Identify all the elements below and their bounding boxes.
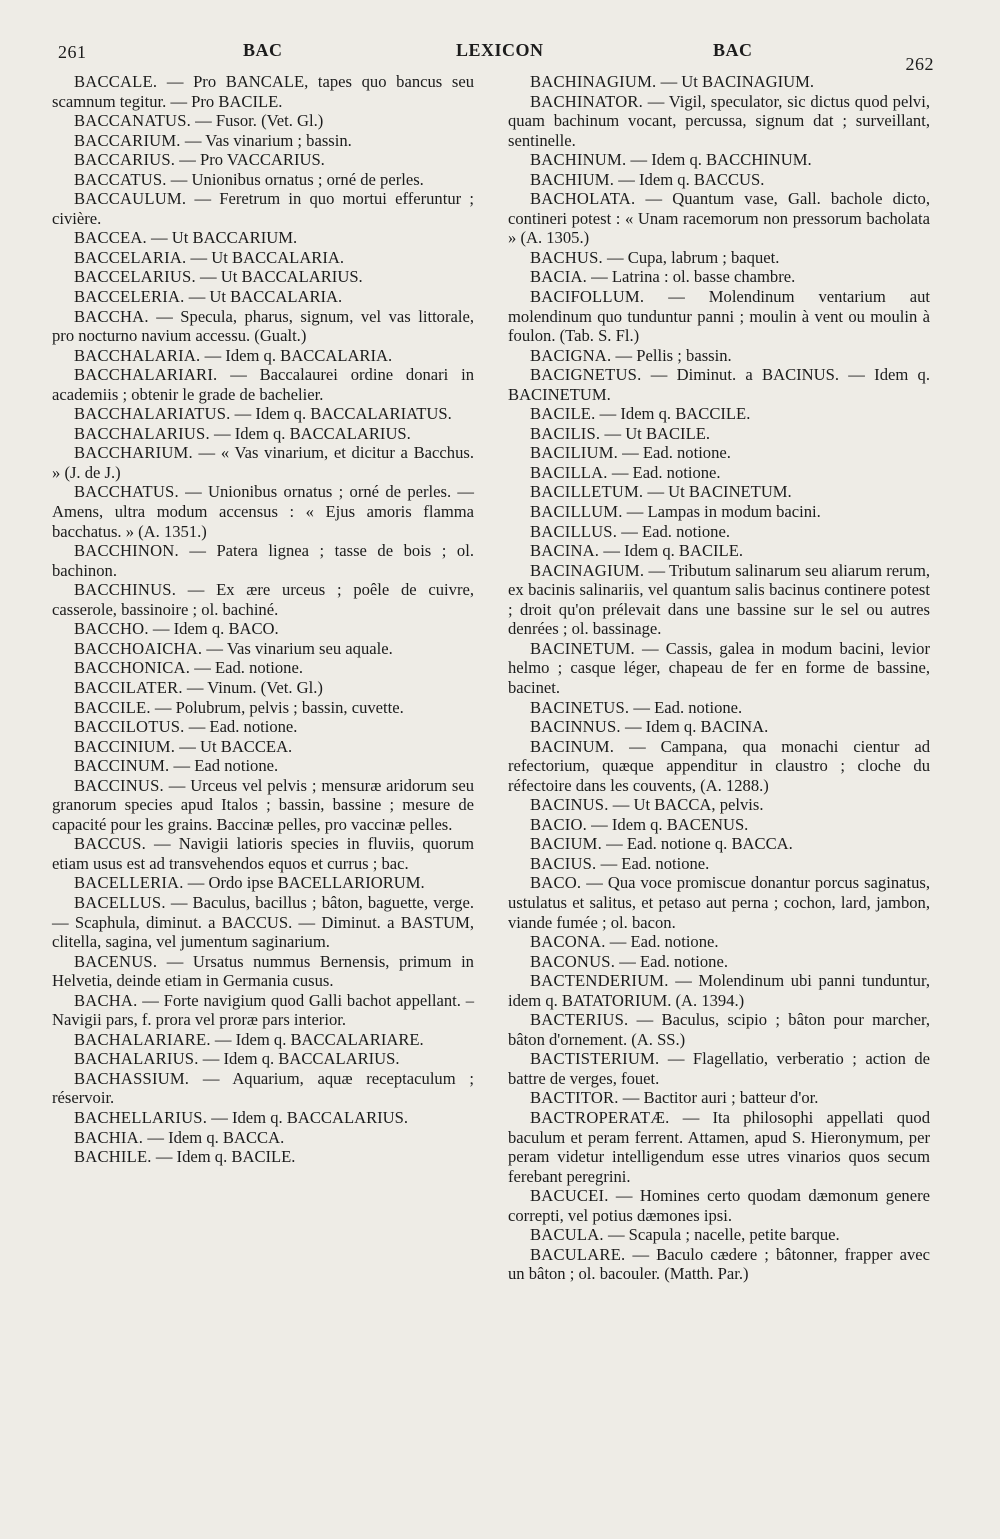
- entry-definition: — Baculo cædere ; bâtonner, frapper avec un bâton ; ol. bacouler. (Matth. Par.): [508, 1244, 930, 1284]
- dictionary-entry: [52, 1069, 474, 1108]
- entry-headword: BACINAGIUM.: [530, 560, 645, 580]
- entry-definition: — Idem q. BACENUS.: [591, 814, 749, 834]
- dictionary-entry: [508, 952, 930, 972]
- entry-definition: — Ut BACILE.: [604, 423, 711, 443]
- entry-definition: — Idem q. BACCALARIATUS.: [234, 404, 452, 424]
- entry-headword: BACIGNA.: [530, 345, 612, 365]
- entry-definition: — Idem q. BACILE.: [603, 541, 743, 561]
- left-column: [52, 72, 474, 1167]
- entry-headword: BACULARE.: [530, 1244, 626, 1264]
- entry-definition: — Ut BACCARIUM.: [151, 228, 298, 248]
- entry-definition: — Cassis, galea in modum bacini, levior helmo ; casque léger, chapeau de fer en forme de bassine, bacinet.: [508, 638, 931, 697]
- entry-headword: BACHINUM.: [530, 150, 627, 170]
- entry-headword: BACILLUS.: [530, 521, 618, 541]
- entry-headword: BACCANATUS.: [74, 111, 191, 131]
- entry-definition: — Ead. notione.: [622, 443, 731, 463]
- entry-headword: BACINETUM.: [530, 638, 635, 658]
- entry-definition: — Idem q. BACCA.: [147, 1127, 285, 1147]
- entry-definition: — Baculus, scipio ; bâton pour marcher, bâton d'ornement. (A. SS.): [508, 1010, 930, 1049]
- entry-headword: BACHILE.: [74, 1147, 152, 1167]
- entry-definition: — Unionibus ornatus ; orné de perles. — Amens, ultra modum accensus : « Ejus amoris flamma bacchatus. » (A. 1351.): [52, 482, 474, 541]
- entry-headword: BACIA.: [530, 267, 587, 287]
- dictionary-entry: [508, 698, 930, 718]
- entry-headword: BACCILOTUS.: [74, 717, 185, 737]
- entry-headword: BACCINUM.: [74, 756, 170, 776]
- guide-word-right: BAC: [713, 40, 753, 60]
- dictionary-entry: [52, 658, 474, 678]
- entry-definition: — Idem q. BACCALARIA.: [204, 345, 393, 365]
- dictionary-entry: [52, 580, 474, 619]
- entry-headword: BACTITOR.: [530, 1088, 619, 1108]
- entry-headword: BACILLETUM.: [530, 482, 644, 502]
- dictionary-entry: [508, 346, 930, 366]
- page-number-right: 262: [905, 54, 934, 74]
- entry-definition: — Vigil, speculator, sic dictus quod pelvi, quam bachinum vocant, percussa, signum dat ; surveillant, sentinelle.: [508, 91, 930, 150]
- dictionary-entry: [508, 287, 930, 346]
- dictionary-entry: [508, 795, 930, 815]
- entry-headword: BACCHARIUM.: [74, 443, 193, 463]
- entry-definition: — Ead notione.: [173, 756, 279, 776]
- dictionary-entry: [52, 424, 474, 444]
- dictionary-entry: [52, 1049, 474, 1069]
- entry-definition: — Ead. notione.: [188, 717, 298, 737]
- dictionary-entry: [52, 834, 474, 873]
- dictionary-entry: [52, 717, 474, 737]
- dictionary-entry: [52, 991, 474, 1030]
- dictionary-entry: [508, 1245, 930, 1284]
- entry-definition: — Ordo ipse BACELLARIORUM.: [187, 873, 425, 893]
- dictionary-entry: [508, 639, 930, 698]
- dictionary-entry: [52, 678, 474, 698]
- entry-definition: — Pro VACCARIUS.: [179, 150, 325, 170]
- entry-headword: BACILLA.: [530, 462, 608, 482]
- dictionary-entry: [52, 1108, 474, 1128]
- entry-definition: — Campana, qua monachi cientur ad refectorium, quæque appenditur in claustro ; cloche du réfectoire dans les couvents, (A. 1288.): [508, 736, 930, 795]
- entry-headword: BACCHATUS.: [74, 482, 179, 502]
- entry-definition: — Ead. notione.: [609, 932, 719, 952]
- entry-headword: BACCHINUS.: [74, 580, 177, 600]
- entry-headword: BACHALARIUS.: [74, 1049, 199, 1069]
- dictionary-entry: [508, 737, 930, 796]
- entry-headword: BACHELLARIUS.: [74, 1107, 208, 1127]
- entry-headword: BACHINAGIUM.: [530, 72, 657, 91]
- entry-headword: BACONA.: [530, 932, 606, 952]
- entry-headword: BACCHALARIATUS.: [74, 404, 231, 424]
- entry-definition: — Specula, pharus, signum, vel vas littorale, pro nocturno navium accessu. (Gualt.): [52, 306, 474, 346]
- entry-definition: — Forte navigium quod Galli bachot appellant. – Navigii pars, f. prora vel proræ pars interior.: [52, 990, 475, 1030]
- entry-definition: — Baccalaurei ordine donari in academiis ; obtenir le grade de bachelier.: [52, 365, 474, 404]
- entry-headword: BACHOLATA.: [530, 189, 636, 209]
- entry-definition: — Scapula ; nacelle, petite barque.: [607, 1225, 840, 1245]
- entry-headword: BACCHALARIA.: [74, 345, 201, 365]
- dictionary-entry: [508, 150, 930, 170]
- entry-headword: BACCARIUS.: [74, 150, 176, 170]
- dictionary-entry: [52, 267, 474, 287]
- entry-definition: — Pellis ; bassin.: [615, 345, 732, 365]
- entry-headword: BACONUS.: [530, 951, 616, 971]
- dictionary-entry: [508, 463, 930, 483]
- entry-definition: — Molendinum ubi panni tunduntur, idem q. BATATORIUM. (A. 1394.): [508, 971, 930, 1010]
- entry-headword: BACCHINON.: [74, 541, 179, 561]
- dictionary-entry: [52, 111, 474, 131]
- entry-definition: — Fusor. (Vet. Gl.): [195, 111, 324, 131]
- entry-headword: BACHA.: [74, 990, 138, 1010]
- entry-definition: — Ut BACCALARIA.: [190, 247, 345, 267]
- entry-definition: — Lampas in modum bacini.: [626, 502, 821, 522]
- entry-headword: BACINNUS.: [530, 717, 621, 737]
- entry-headword: BACCHALARIARI.: [74, 365, 218, 385]
- entry-definition: — Vinum. (Vet. Gl.): [186, 677, 323, 697]
- entry-headword: BACELLUS.: [74, 892, 166, 912]
- dictionary-entry: [52, 131, 474, 151]
- dictionary-entry: [52, 1128, 474, 1148]
- dictionary-entry: [52, 248, 474, 268]
- dictionary-entry: [52, 228, 474, 248]
- dictionary-entry: [52, 189, 474, 228]
- dictionary-entry: [52, 287, 474, 307]
- entry-definition: — Idem q. BACCALARIUS.: [211, 1107, 409, 1127]
- entry-headword: BACIUS.: [530, 853, 597, 873]
- dictionary-entry: [508, 170, 930, 190]
- entry-headword: BACILIS.: [530, 423, 601, 443]
- entry-headword: BACCALE.: [74, 72, 158, 91]
- dictionary-entry: [52, 737, 474, 757]
- dictionary-entry: [52, 1147, 474, 1167]
- entry-definition: — Urceus vel pelvis ; mensuræ aridorum seu granorum species apud Italos ; bassin, bassine ; mesure de capacité pour les grains. Baccinæ pelles, pro vaccinæ pelles.: [52, 775, 474, 834]
- entry-definition: — Molendinum ventarium aut molendinum quo tunduntur panni ; moulin à vent ou moulin à foulon. (Tab. S. Fl.): [508, 287, 930, 346]
- dictionary-entry: [508, 854, 930, 874]
- entry-headword: BACCHO.: [74, 619, 149, 639]
- dictionary-entry: [508, 267, 930, 287]
- dictionary-entry: [508, 189, 930, 248]
- dictionary-entry: [508, 443, 930, 463]
- entry-definition: — Ut BACCALARIUS.: [199, 267, 363, 287]
- entry-headword: BACO.: [530, 873, 582, 893]
- entry-headword: BACILIUM.: [530, 443, 618, 463]
- entry-definition: — Homines certo quodam dæmonum genere correpti, vel potius dæmones ipsi.: [508, 1186, 930, 1225]
- dictionary-entry: [508, 1088, 930, 1108]
- entry-headword: BACINA.: [530, 541, 600, 561]
- entry-definition: — « Vas vinarium, et dicitur a Bacchus. » (J. de J.): [52, 443, 474, 482]
- entry-headword: BACCAULUM.: [74, 189, 187, 209]
- entry-headword: BACHIA.: [74, 1127, 144, 1147]
- dictionary-entry: [508, 365, 930, 404]
- dictionary-entry: [52, 619, 474, 639]
- entry-definition: — Ut BACCA, pelvis.: [612, 795, 764, 815]
- dictionary-entry: [52, 698, 474, 718]
- dictionary-entry: [508, 932, 930, 952]
- dictionary-entry: [508, 873, 930, 932]
- entry-headword: BACINUM.: [530, 736, 615, 756]
- entry-headword: BACHASSIUM.: [74, 1068, 190, 1088]
- dictionary-entry: [508, 72, 930, 92]
- entry-headword: BACTISTERIUM.: [530, 1049, 660, 1069]
- entry-headword: BACUCEI.: [530, 1186, 609, 1206]
- entry-definition: — Idem q. BACCHINUM.: [630, 150, 812, 170]
- dictionary-entry: [52, 404, 474, 424]
- entry-definition: — Ead. notione.: [194, 658, 303, 678]
- entry-headword: BACCATUS.: [74, 169, 167, 189]
- entry-definition: — Navigii latioris species in fluviis, quorum etiam usus est ad transvehendos equos et currus ; bac.: [52, 834, 474, 873]
- entry-definition: — Aquarium, aquæ receptaculum ; réservoir.: [52, 1068, 474, 1108]
- dictionary-entry: [508, 1225, 930, 1245]
- entry-definition: — Bactitor auri ; batteur d'or.: [622, 1088, 819, 1108]
- dictionary-entry: [52, 307, 474, 346]
- entry-definition: — Ex ære urceus ; poêle de cuivre, casserole, bassinoire ; ol. bachiné.: [52, 580, 474, 619]
- entry-headword: BACULA.: [530, 1225, 604, 1245]
- entry-headword: BACIFOLLUM.: [530, 287, 645, 307]
- dictionary-entry: [508, 971, 930, 1010]
- entry-headword: BACCARIUM.: [74, 130, 181, 150]
- running-title: LEXICON: [456, 40, 544, 60]
- dictionary-entry: [52, 1030, 474, 1050]
- entry-definition: — Ead. notione.: [619, 951, 728, 971]
- entry-definition: — Ead. notione q. BACCA.: [606, 834, 793, 854]
- dictionary-entry: [508, 1108, 930, 1186]
- entry-definition: — Unionibus ornatus ; orné de perles.: [170, 169, 424, 189]
- entry-definition: — Idem q. BACCALARIARE.: [214, 1029, 424, 1049]
- dictionary-entry: [508, 502, 930, 522]
- entry-definition: — Ead. notione.: [611, 462, 721, 482]
- dictionary-entry: [508, 1049, 930, 1088]
- entry-headword: BACIO.: [530, 814, 587, 834]
- entry-definition: — Ut BACINETUM.: [647, 482, 792, 502]
- dictionary-entry: [52, 873, 474, 893]
- entry-headword: BACILE.: [530, 404, 596, 424]
- dictionary-entry: [52, 639, 474, 659]
- entry-definition: — Pro BANCALE, tapes quo bancus seu scamnum tegitur. — Pro BACILE.: [52, 72, 474, 111]
- entry-headword: BACCELARIUS.: [74, 267, 196, 287]
- entry-definition: — Ut BACCALARIA.: [188, 287, 343, 307]
- dictionary-entry: [52, 346, 474, 366]
- entry-headword: BACCELERIA.: [74, 287, 185, 307]
- entry-headword: BACTENDERIUM.: [530, 971, 669, 991]
- entry-definition: — Baculus, bacillus ; bâton, baguette, verge. — Scaphula, diminut. a BACCUS. — Diminut. a BASTUM, clitella, sagina, vel jumentum saginarium.: [52, 892, 474, 952]
- dictionary-entry: [508, 248, 930, 268]
- dictionary-entry: [508, 522, 930, 542]
- entry-headword: BACCHA.: [74, 306, 149, 326]
- dictionary-entry: [52, 541, 474, 580]
- entry-definition: — Ita philosophi appellati quod baculum et peram ferrent. Attamen, apud S. Hieronymum, per peram videtur intelligendum esse utres vinarios quos secum ferebant peregrini.: [508, 1107, 930, 1186]
- guide-word-left: BAC: [243, 40, 283, 60]
- entry-definition: — Ead. notione.: [600, 853, 710, 873]
- entry-headword: BACCHALARIUS.: [74, 423, 210, 443]
- entry-definition: — Idem q. BACILE.: [155, 1147, 296, 1167]
- entry-headword: BACHUS.: [530, 247, 603, 267]
- entry-definition: — Feretrum in quo mortui efferuntur ; civière.: [52, 189, 474, 228]
- dictionary-entry: [508, 834, 930, 854]
- entry-definition: — Latrina : ol. basse chambre.: [591, 267, 796, 287]
- dictionary-entry: [52, 893, 474, 952]
- entry-definition: — Patera lignea ; tasse de bois ; ol. bachinon.: [52, 541, 474, 580]
- entry-definition: — Ut BACCEA.: [179, 736, 293, 756]
- dictionary-entry: [52, 443, 474, 482]
- entry-headword: BACCINUS.: [74, 775, 164, 795]
- entry-definition: — Ead. notione.: [633, 697, 743, 717]
- dictionary-entry: [52, 150, 474, 170]
- dictionary-entry: [508, 541, 930, 561]
- entry-definition: — Qua voce promiscue donantur porcus saginatus, ustulatus et salitus, et petaso aut perna ; cochon, lard, jambon, viande fumée ; ol. bacon.: [508, 873, 930, 932]
- entry-definition: — Idem q. BACCALARIUS.: [213, 423, 411, 443]
- entry-headword: BACTERIUS.: [530, 1010, 629, 1030]
- entry-definition: — Idem q. BACCUS.: [618, 169, 765, 189]
- dictionary-entry: [52, 170, 474, 190]
- entry-definition: — Ead. notione.: [621, 521, 730, 541]
- dictionary-entry: [508, 815, 930, 835]
- entry-headword: BACILLUM.: [530, 502, 623, 522]
- running-header: [58, 40, 934, 74]
- entry-definition: — Vas vinarium seu aquale.: [206, 638, 393, 658]
- entry-headword: BACCINIUM.: [74, 736, 176, 756]
- entry-headword: BACIUM.: [530, 834, 602, 854]
- entry-definition: — Idem q. BACINA.: [624, 717, 769, 737]
- entry-definition: — Idem q. BACO.: [152, 619, 279, 639]
- entry-headword: BACCILE.: [74, 697, 151, 717]
- dictionary-entry: [508, 561, 930, 639]
- entry-definition: — Ut BACINAGIUM.: [660, 72, 815, 91]
- entry-headword: BACHINATOR.: [530, 91, 643, 111]
- dictionary-entry: [508, 482, 930, 502]
- entry-headword: BACCUS.: [74, 834, 146, 854]
- dictionary-entry: [52, 776, 474, 835]
- dictionary-entry: [508, 717, 930, 737]
- entry-headword: BACHALARIARE.: [74, 1029, 211, 1049]
- entry-headword: BACTROPERATÆ.: [530, 1107, 670, 1127]
- entry-definition: — Tributum salinarum seu aliarum rerum, ex bacinis salinariis, vel quantum salis bacinus continere potest ; droit qu'on prélevait dans une bassine sur le sel ou autres denrées ; ol. bassinage.: [508, 560, 930, 639]
- entry-headword: BACELLERIA.: [74, 873, 184, 893]
- entry-headword: BACHIUM.: [530, 169, 615, 189]
- dictionary-entry: [508, 92, 930, 151]
- entry-definition: — Cupa, labrum ; baquet.: [607, 247, 780, 267]
- right-column: [508, 72, 930, 1284]
- entry-definition: — Polubrum, pelvis ; bassin, cuvette.: [154, 697, 404, 717]
- entry-headword: BACCEA.: [74, 228, 147, 248]
- dictionary-entry: [52, 756, 474, 776]
- entry-definition: — Vas vinarium ; bassin.: [184, 130, 352, 150]
- entry-headword: BACCHONICA.: [74, 658, 191, 678]
- entry-headword: BACCHOAICHA.: [74, 638, 203, 658]
- entry-definition: — Idem q. BACCILE.: [599, 404, 751, 424]
- entry-headword: BACCILATER.: [74, 677, 183, 697]
- entry-headword: BACINETUS.: [530, 697, 630, 717]
- dictionary-entry: [52, 482, 474, 541]
- dictionary-entry: [508, 404, 930, 424]
- entry-headword: BACIGNETUS.: [530, 365, 642, 385]
- entry-definition: — Diminut. a BACINUS. — Idem q. BACINETUM.: [508, 365, 931, 404]
- entry-definition: — Flagellatio, verberatio ; action de battre de verges, fouet.: [508, 1049, 931, 1088]
- dictionary-entry: [508, 424, 930, 444]
- dictionary-entry: [52, 952, 474, 991]
- dictionary-entry: [508, 1010, 930, 1049]
- entry-definition: — Quantum vase, Gall. bachole dicto, contineri potest : « Unam racemorum non pressorum bacholata » (A. 1305.): [508, 189, 930, 248]
- dictionary-entry: [52, 72, 474, 111]
- entry-definition: — Ursatus nummus Bernensis, primum in Helvetia, deinde etiam in Germania cusus.: [52, 951, 474, 991]
- dictionary-entry: [52, 365, 474, 404]
- entry-headword: BACCELARIA.: [74, 247, 187, 267]
- entry-definition: — Idem q. BACCALARIUS.: [202, 1049, 400, 1069]
- page-number-left: 261: [58, 42, 87, 62]
- entry-headword: BACENUS.: [74, 951, 158, 971]
- entry-headword: BACINUS.: [530, 795, 609, 815]
- dictionary-entry: [508, 1186, 930, 1225]
